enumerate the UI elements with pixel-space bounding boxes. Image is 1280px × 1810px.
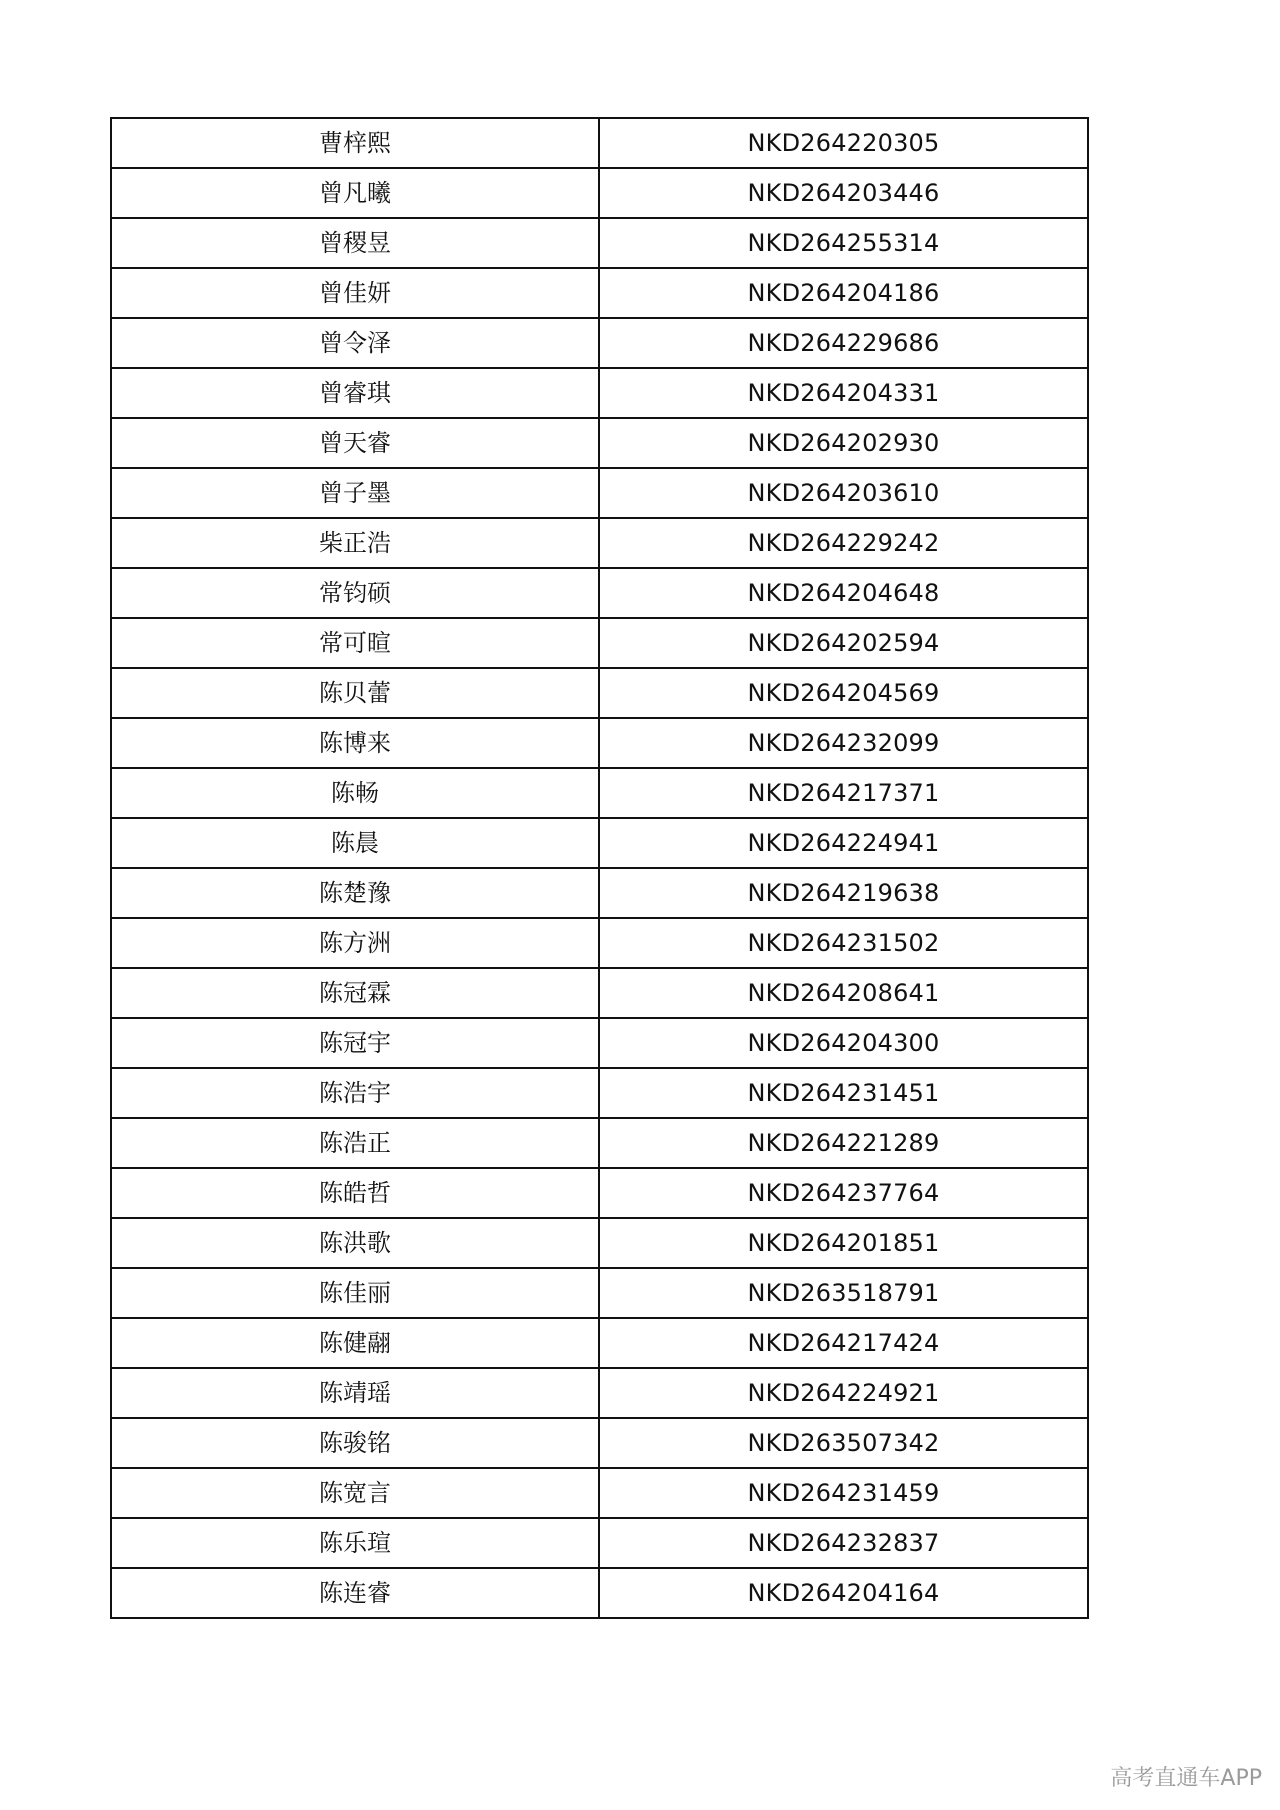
student-id-cell: NKD264231459 [599,1468,1088,1518]
student-id-cell: NKD264232099 [599,718,1088,768]
table-row [111,668,1088,718]
table-row [111,118,1088,168]
table-row [111,418,1088,468]
table-row [111,1118,1088,1168]
student-name-cell: 陈佳丽 [111,1268,599,1318]
student-id-cell: NKD264204648 [599,568,1088,618]
student-id-cell: NKD264208641 [599,968,1088,1018]
student-name-cell: 陈浩宇 [111,1068,599,1118]
student-name-cell: 陈畅 [111,768,599,818]
table-row [111,1518,1088,1568]
table-row [111,968,1088,1018]
table-row [111,1318,1088,1368]
student-name-cell: 常可暄 [111,618,599,668]
roster-table-body [111,118,1088,1618]
table-row [111,468,1088,518]
table-row [111,1418,1088,1468]
student-id-cell: NKD264202594 [599,618,1088,668]
student-id-cell: NKD264224921 [599,1368,1088,1418]
table-row [111,618,1088,668]
student-id-cell: NKD264204164 [599,1568,1088,1618]
student-id-cell: NKD264220305 [599,118,1088,168]
student-id-cell: NKD264217424 [599,1318,1088,1368]
student-id-cell: NKD264204300 [599,1018,1088,1068]
student-name-cell: 陈冠霖 [111,968,599,1018]
student-name-cell: 陈博来 [111,718,599,768]
table-row [111,1018,1088,1068]
student-id-cell: NKD264202930 [599,418,1088,468]
table-row [111,218,1088,268]
student-name-cell: 曾子墨 [111,468,599,518]
student-id-cell: NKD264232837 [599,1518,1088,1568]
student-id-cell: NKD264221289 [599,1118,1088,1168]
student-name-cell: 陈晨 [111,818,599,868]
student-name-cell: 陈皓哲 [111,1168,599,1218]
student-id-cell: NKD264229242 [599,518,1088,568]
student-id-cell: NKD264203610 [599,468,1088,518]
student-id-cell: NKD264217371 [599,768,1088,818]
student-name-cell: 曾稷昱 [111,218,599,268]
student-name-cell: 陈方洲 [111,918,599,968]
table-row [111,1568,1088,1618]
student-name-cell: 陈乐瑄 [111,1518,599,1568]
table-row [111,1268,1088,1318]
table-row [111,1068,1088,1118]
table-row [111,1368,1088,1418]
table-row [111,268,1088,318]
student-name-cell: 曾佳妍 [111,268,599,318]
student-name-cell: 陈贝蕾 [111,668,599,718]
student-id-cell: NKD264237764 [599,1168,1088,1218]
student-name-cell: 陈楚豫 [111,868,599,918]
student-id-cell: NKD264204569 [599,668,1088,718]
student-name-cell: 陈冠宇 [111,1018,599,1068]
roster-table [110,117,1089,1619]
student-id-cell: NKD264201851 [599,1218,1088,1268]
student-name-cell: 常钧硕 [111,568,599,618]
student-id-cell: NKD264204186 [599,268,1088,318]
table-row [111,918,1088,968]
student-name-cell: 陈宽言 [111,1468,599,1518]
student-id-cell: NKD264229686 [599,318,1088,368]
table-row [111,518,1088,568]
table-row [111,1218,1088,1268]
student-name-cell: 陈浩正 [111,1118,599,1168]
student-name-cell: 曾凡曦 [111,168,599,218]
student-name-cell: 陈洪歌 [111,1218,599,1268]
student-id-cell: NKD264231502 [599,918,1088,968]
table-row [111,368,1088,418]
watermark-text: 高考直通车APP [1110,1766,1262,1791]
table-row [111,1168,1088,1218]
student-name-cell: 陈连睿 [111,1568,599,1618]
student-id-cell: NKD264219638 [599,868,1088,918]
student-name-cell: 陈骏铭 [111,1418,599,1468]
table-row [111,568,1088,618]
table-row [111,868,1088,918]
table-row [111,818,1088,868]
student-id-cell: NKD263507342 [599,1418,1088,1468]
student-id-cell: NKD264203446 [599,168,1088,218]
student-name-cell: 曹梓熙 [111,118,599,168]
student-name-cell: 曾天睿 [111,418,599,468]
student-name-cell: 陈靖瑶 [111,1368,599,1418]
student-name-cell: 柴正浩 [111,518,599,568]
table-row [111,168,1088,218]
table-row [111,1468,1088,1518]
student-id-cell: NKD264231451 [599,1068,1088,1118]
student-name-cell: 陈健翮 [111,1318,599,1368]
table-row [111,768,1088,818]
student-id-cell: NKD264224941 [599,818,1088,868]
student-name-cell: 曾睿琪 [111,368,599,418]
table-row [111,718,1088,768]
student-id-cell: NKD263518791 [599,1268,1088,1318]
student-name-cell: 曾令泽 [111,318,599,368]
table-row [111,318,1088,368]
student-id-cell: NKD264255314 [599,218,1088,268]
student-id-cell: NKD264204331 [599,368,1088,418]
